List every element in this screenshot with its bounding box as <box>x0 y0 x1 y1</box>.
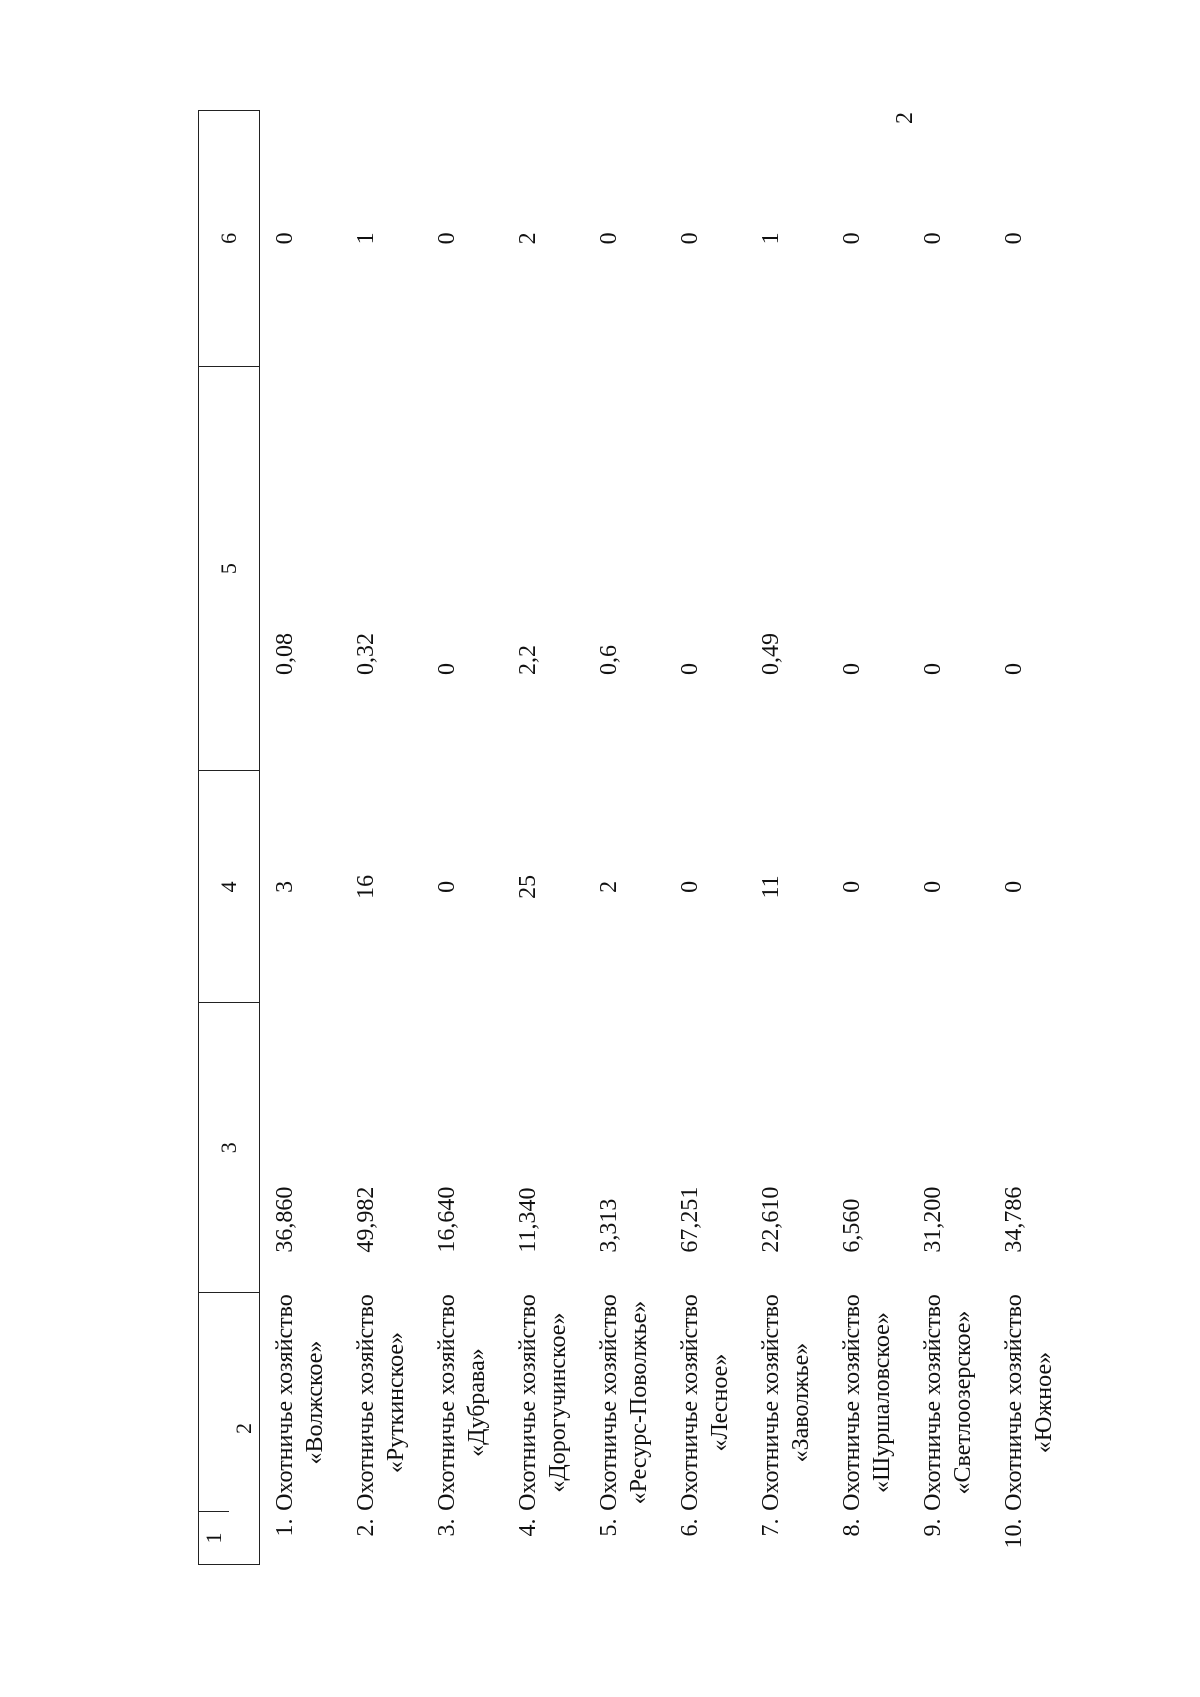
farm-name <box>584 1293 665 1513</box>
col5-value: 0 <box>434 663 460 675</box>
farm-name-line1: Охотничье хозяйство <box>515 1294 541 1511</box>
col5-value: 2,2 <box>515 645 541 675</box>
table-row <box>827 111 908 1565</box>
col4-value: 16 <box>353 874 379 899</box>
col6-value: 0 <box>1001 232 1027 245</box>
rotated-table-sheet <box>198 110 1057 1565</box>
col6-value: 0 <box>677 232 703 245</box>
farm-name <box>341 1293 422 1513</box>
table-row <box>503 111 584 1565</box>
farm-name-line2: «Руткинское» <box>383 1331 409 1474</box>
page-number: 2 <box>892 112 918 124</box>
farm-name-line1: Охотничье хозяйство <box>758 1294 784 1511</box>
col5-value: 0,08 <box>272 633 298 675</box>
table-row <box>989 111 1070 1565</box>
col5-value: 0 <box>839 663 865 675</box>
farm-name <box>827 1293 908 1513</box>
row-number: 5. <box>596 1518 622 1537</box>
col5-value: 0 <box>677 663 703 675</box>
area-value: 16,640 <box>434 1186 460 1253</box>
col4-value: 2 <box>596 880 622 893</box>
data-table <box>198 110 1070 1565</box>
table-row <box>260 111 342 1565</box>
table-row <box>665 111 746 1565</box>
farm-name-line1: Охотничье хозяйство <box>434 1294 460 1511</box>
area-value: 11,340 <box>515 1187 541 1253</box>
col4-value: 0 <box>1001 880 1027 893</box>
col4-value: 0 <box>677 880 703 893</box>
farm-name-line2: «Ресурс-Поволжье» <box>626 1300 652 1505</box>
farm-name-line2: «Южное» <box>1031 1351 1057 1454</box>
col4-value: 0 <box>434 880 460 893</box>
header-col-1: 1 <box>199 1511 229 1564</box>
col4-value: 0 <box>839 880 865 893</box>
farm-name-line1: Охотничье хозяйство <box>1001 1294 1027 1511</box>
col6-value: 0 <box>596 232 622 245</box>
farm-name <box>503 1293 584 1513</box>
row-number: 4. <box>515 1518 541 1537</box>
farm-name-line2: «Заволжье» <box>788 1342 814 1463</box>
header-col-6: 6 <box>199 111 260 367</box>
table-row <box>908 111 989 1565</box>
area-value: 34,786 <box>1001 1186 1027 1253</box>
table-row <box>584 111 665 1565</box>
farm-name <box>908 1293 989 1513</box>
farm-name-line1: Охотничье хозяйство <box>596 1294 622 1511</box>
farm-name-line1: Охотничье хозяйство <box>839 1294 865 1511</box>
area-value: 49,982 <box>353 1186 379 1253</box>
farm-name-line2: «Дубрава» <box>464 1348 490 1457</box>
header-col-5: 5 <box>199 366 260 771</box>
area-value: 31,200 <box>920 1186 946 1253</box>
col6-value: 1 <box>353 232 379 245</box>
farm-name-line1: Охотничье хозяйство <box>920 1294 946 1511</box>
table-row <box>746 111 827 1565</box>
col5-value: 0,6 <box>596 645 622 675</box>
row-number: 3. <box>434 1518 460 1537</box>
col6-value: 0 <box>839 232 865 245</box>
farm-name-line1: Охотничье хозяйство <box>677 1294 703 1511</box>
header-col-3: 3 <box>199 1003 260 1293</box>
col5-value: 0 <box>920 663 946 675</box>
area-value: 22,610 <box>758 1186 784 1253</box>
row-number: 8. <box>839 1518 865 1537</box>
farm-name <box>746 1293 827 1513</box>
farm-name <box>422 1293 503 1513</box>
col6-value: 1 <box>758 232 784 245</box>
table-row <box>341 111 422 1565</box>
row-number: 9. <box>920 1518 946 1537</box>
area-value: 6,560 <box>839 1198 865 1253</box>
col5-value: 0 <box>1001 663 1027 675</box>
area-value: 67,251 <box>677 1186 703 1253</box>
row-number: 6. <box>677 1518 703 1537</box>
col4-value: 11 <box>758 875 784 899</box>
farm-name <box>989 1293 1070 1513</box>
col6-value: 0 <box>920 232 946 245</box>
row-number: 10. <box>1001 1518 1027 1549</box>
header-col-4: 4 <box>199 771 260 1003</box>
farm-name-line2: «Шуршаловское» <box>869 1312 895 1493</box>
col5-value: 0,32 <box>353 633 379 675</box>
col4-value: 3 <box>272 880 298 893</box>
col6-value: 2 <box>515 232 541 245</box>
farm-name-line2: «Лесное» <box>707 1353 733 1452</box>
farm-name-line1: Охотничье хозяйство <box>272 1294 298 1511</box>
col6-value: 0 <box>272 232 298 245</box>
row-number: 1. <box>272 1518 298 1537</box>
farm-name-line2: «Светлоозерское» <box>950 1310 976 1495</box>
col4-value: 25 <box>515 874 541 899</box>
col5-value: 0,49 <box>758 633 784 675</box>
farm-name-line2: «Волжское» <box>302 1340 328 1465</box>
header-col-1-2 <box>199 1293 260 1565</box>
farm-name-line1: Охотничье хозяйство <box>353 1294 379 1511</box>
row-number: 2. <box>353 1518 379 1537</box>
farm-name-line2: «Дорогучинское» <box>545 1312 571 1493</box>
farm-name <box>665 1293 746 1513</box>
header-row <box>199 111 260 1565</box>
col6-value: 0 <box>434 232 460 245</box>
farm-name <box>260 1293 342 1513</box>
table-row <box>422 111 503 1565</box>
col4-value: 0 <box>920 880 946 893</box>
header-col-2: 2 <box>231 1423 256 1435</box>
area-value: 3,313 <box>596 1198 622 1253</box>
area-value: 36,860 <box>272 1186 298 1253</box>
row-number: 7. <box>758 1518 784 1537</box>
